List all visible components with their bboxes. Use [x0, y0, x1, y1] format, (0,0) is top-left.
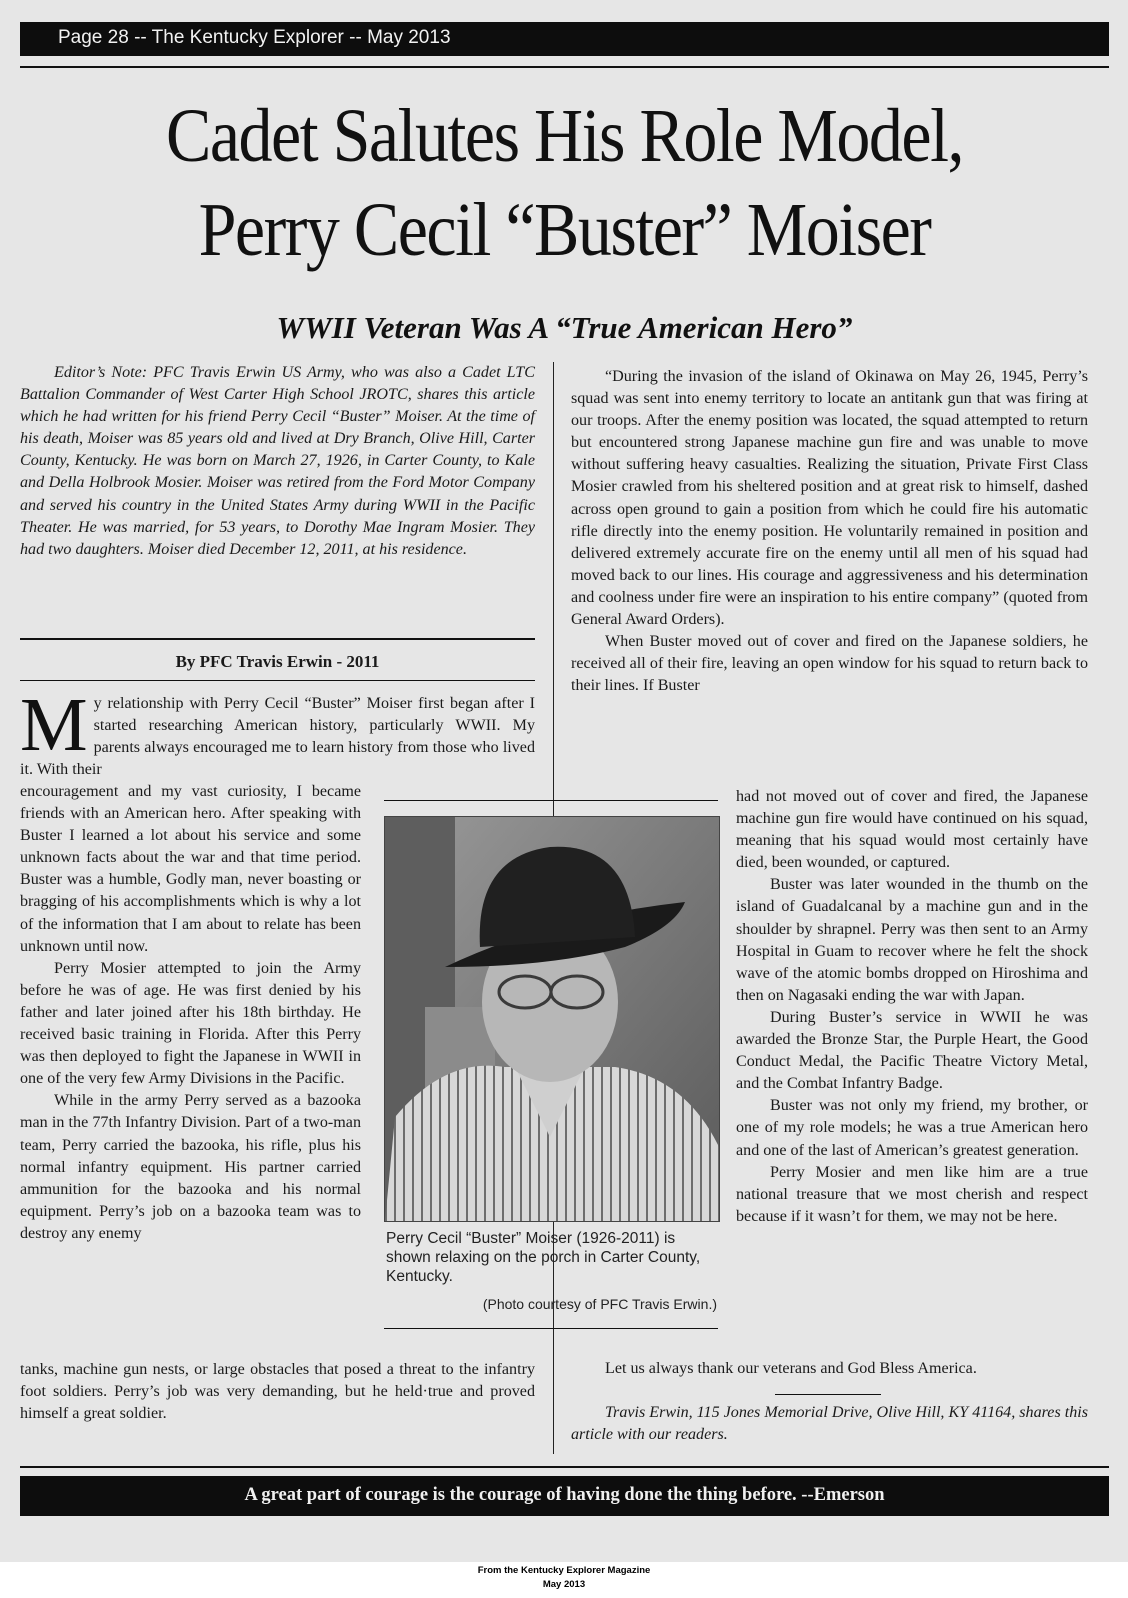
- byline-rule-top: [20, 638, 535, 640]
- byline-rule-bottom: [20, 680, 535, 681]
- paragraph-5-end: had not moved out of cover and fired, the Japanese machine gun fire would have continued on his squad, meaning that his squad would most certainly have died, been wounded, or captured.: [736, 788, 1088, 872]
- source-footer-line-2: May 2013: [542, 1579, 586, 1590]
- paragraph-2: Perry Mosier attempted to join the Army before he was of age. He was first denied by his father and later joined after his 18th birthday. He received basic training in Florida. After this Perry was then deployed to fight the Japanese in WWII in one of the very few Army Divisions in the Pacific.: [20, 959, 361, 1088]
- page-header-text: Page 28 -- The Kentucky Explorer -- May 2013: [58, 27, 451, 48]
- left-narrow-column: [20, 781, 361, 1245]
- header-rule: [20, 66, 1109, 68]
- right-narrow-column: [736, 786, 1088, 1228]
- article-subtitle: WWII Veteran Was A “True American Hero”: [276, 310, 853, 345]
- paragraph-7: During Buster’s service in WWII he was awarded the Bronze Star, the Purple Heart, the Good Conduct Medal, the Pacific Theatre Victory Metal, and the Combat Infantry Badge.: [736, 1008, 1088, 1093]
- emerson-quote: A great part of courage is the courage of having done the thing before. --Emerson: [244, 1485, 885, 1505]
- right-column-top: [571, 366, 1088, 697]
- photo-caption: Perry Cecil “Buster” Moiser (1926-2011) is shown relaxing on the porch in Carter County, Kentucky.: [386, 1230, 701, 1285]
- paragraph-1-start: y relationship with Perry Cecil “Buster” Moiser first began after I started researching American history, particularly WWII. My parents always encouraged me to learn history from those who lived it. With their: [20, 695, 535, 779]
- paragraph-10: Let us always thank our veterans and God Bless America.: [605, 1360, 977, 1377]
- title-line-2: Perry Cecil “Buster” Moiser: [198, 186, 931, 272]
- paragraph-9: Perry Mosier and men like him are a true national treasure that we most cherish and respect because if it wasn’t for them, we may not be here.: [736, 1163, 1088, 1225]
- paragraph-3-end: tanks, machine gun nests, or large obstacles that posed a threat to the infantry foot soldiers. Perry’s job was very demanding, but he held·true and proved himself a great soldier.: [20, 1361, 535, 1423]
- portrait-illustration: [385, 817, 719, 1221]
- page-header-bar: [20, 22, 1109, 56]
- photo-rule-top: [384, 800, 718, 801]
- byline: By PFC Travis Erwin - 2011: [175, 652, 380, 671]
- quote-bar: [20, 1476, 1109, 1516]
- drop-cap: M: [20, 683, 88, 767]
- footer-rule: [20, 1466, 1109, 1468]
- right-column-bottom: [571, 1358, 1088, 1380]
- source-footer-line-1: From the Kentucky Explorer Magazine: [477, 1565, 651, 1576]
- title-line-1: Cadet Salutes His Role Model,: [166, 92, 963, 178]
- article-intro: [20, 683, 535, 781]
- veteran-portrait-photo: [384, 816, 720, 1222]
- photo-rule-bottom: [384, 1328, 718, 1329]
- left-bottom-text: [20, 1359, 535, 1425]
- editors-note-text: Editor’s Note: PFC Travis Erwin US Army, who was also a Cadet LTC Battalion Commander of West Carter High School JROTC, shares this article which he had written for his friend Perry Cecil “Buster” Moiser. At the time of his death, Moiser was 85 years old and lived at Dry Branch, Olive Hill, Carter County, Kentucky. He was born on March 27, 1926, in Carter County, to Kale and Della Holbrook Mosier. Moiser was retired from the Ford Motor Company and served his country in the United States Army during WWII in the Pacific Theater. He was married, for 53 years, to Dorothy Mae Ingram Mosier. They had two daughters. Moiser died December 12, 2011, at his residence.: [20, 364, 535, 558]
- paragraph-5-start: When Buster moved out of cover and fired on the Japanese soldiers, he received all of their fire, leaving an open window for his squad to return back to their lines. If Buster: [571, 633, 1088, 695]
- paragraph-4-award-quote: “During the invasion of the island of Okinawa on May 26, 1945, Perry’s squad was sent into enemy territory to locate an antitank gun that was firing at our troops. After the enemy position was located, the squad attempted to return but encountered strong Japanese machine gun fire and was unable to move without suffering heavy casualties. Realizing the situation, Private First Class Mosier crawled from his sheltered position and at great risk to himself, dashed across open ground to gain a position from which he could fire his automatic rifle directly into the enemy position. He voluntarily remained in position and delivered extremely accurate fire on the enemy until all men of his squad had moved back to our lines. His courage and aggressiveness and his determination and coolness under fire were an inspiration to his entire company” (quoted from General Award Orders).: [571, 368, 1088, 629]
- paragraph-1-end: encouragement and my vast curiosity, I became friends with an American hero. After speaking with Buster I learned a lot about his service and some unknown facts about the war and that time period. Buster was a humble, Godly man, never boasting or bragging of his accomplishments which is why a lot of the information that I am about to relate has been unknown until now.: [20, 783, 361, 955]
- editors-note: [20, 362, 535, 561]
- article-title: [20, 88, 1109, 276]
- photo-credit: (Photo courtesy of PFC Travis Erwin.): [482, 1296, 717, 1312]
- paragraph-6: Buster was later wounded in the thumb on the island of Guadalcanal by a machine gun and in the shoulder by shrapnel. Perry was then sent to an Army Hospital in Guam to recover where he felt the shock wave of the atomic bombs dropped on Hiroshima and then on Nagasaki ending the war with Japan.: [736, 876, 1088, 1004]
- paragraph-3-start: While in the army Perry served as a bazooka man in the 77th Infantry Division. Part of a two-man team, Perry carried the bazooka, his rifle, plus his normal infantry equipment. His partner carried ammunition for the bazooka and his normal equipment. Perry’s job on a bazooka team was to destroy any enemy: [20, 1092, 361, 1242]
- paragraph-8: Buster was not only my friend, my brother, or one of my role models; he was a true American hero and one of the last of American’s greatest generation.: [736, 1097, 1088, 1159]
- signoff-rule: [775, 1394, 881, 1395]
- author-signoff: Travis Erwin, 115 Jones Memorial Drive, Olive Hill, KY 41164, shares this article with our readers.: [571, 1404, 1088, 1443]
